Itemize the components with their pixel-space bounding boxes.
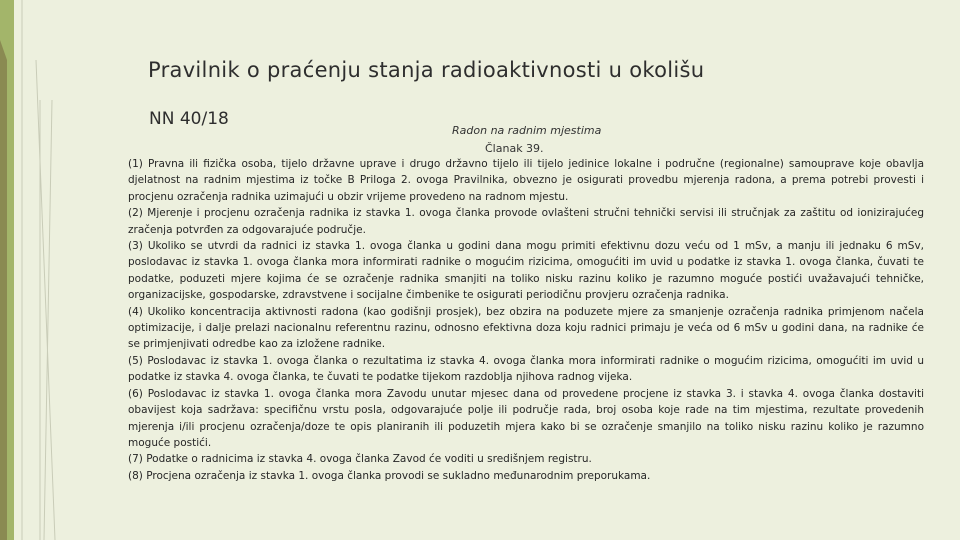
paragraph: (1) Pravna ili fizička osoba, tijelo državne uprave i drugo državno tijelo ili tijelo jedinice lokalne i područne (regionalne) samouprave koje obavlja djelatnost na radnim mjestima iz točke B Priloga 2. ovoga Pravilnika, obvezno je osigurati provedbu mjerenja radona, a prema potrebi provesti i procjenu ozračenja radnika uzimajući u obzir vrijeme provedeno na radnom mjestu. [128, 158, 924, 203]
paragraph: (6) Poslodavac iz stavka 1. ovoga članka mora Zavodu unutar mjesec dana od provedene procjene iz stavka 3. i stavka 4. ovoga članka dostaviti obavijest koja sadržava: specifičnu vrstu posla, odgovarajuće polje ili područje rada, broj osoba koje rade na tim mjestima, rezultate provedenih mjerenja i/ili procjenu ozračenja/doze te opis planiranih ili poduzetih mjera kako bi se ozračenje smanjilo na toliko nisku razinu koliko je razumno moguće postići. [128, 387, 924, 449]
page-title: Pravilnik o praćenju stanja radioaktivnosti u okolišu [148, 58, 705, 82]
paragraph: (3) Ukoliko se utvrdi da radnici iz stavka 1. ovoga članka u godini dana mogu primiti efektivnu dozu veću od 1 mSv, a manju ili jednaku 6 mSv, poslodavac iz stavka 1. ovoga članka mora informirati radnike o mogućim rizicima, omogućiti im uvid u podatke iz stavka 1. ovoga članka, čuvati te podatke, poduzeti mjere kojima će se ozračenje radnika smanjiti na toliko nisku razinu koliko je razumno moguće postići uvažavajući tehničke, organizacijske, gospodarske, zdravstvene i socijalne čimbenike te osigurati periodičnu provjeru ozračenja radnika. [128, 240, 924, 302]
article-body [128, 156, 924, 484]
paragraph: (2) Mjerenje i procjenu ozračenja radnika iz stavka 1. ovoga članka provode ovlašteni stručni tehnički servisi ili stručnjak za zaštitu od ionizirajućeg zračenja potvrđen za odgovarajuće područje. [128, 207, 924, 236]
section-heading: Radon na radnim mjestima [452, 124, 602, 137]
decorative-line [44, 100, 52, 540]
paragraph: (5) Poslodavac iz stavka 1. ovoga članka o rezultatima iz stavka 4. ovoga članka mora informirati radnike o mogućim rizicima, omogućiti im uvid u podatke iz stavka 4. ovoga članka, te čuvati te podatke tijekom razdoblja njihova radnog vijeka. [128, 354, 924, 384]
decorative-stripes [0, 0, 120, 540]
subtitle: NN 40/18 [149, 109, 229, 129]
paragraph: (8) Procjena ozračenja iz stavka 1. ovoga članka provodi se sukladno međunarodnim preporukama. [128, 469, 651, 482]
olive-stripe [0, 40, 7, 540]
article-heading: Članak 39. [485, 142, 544, 155]
paragraph: (7) Podatke o radnicima iz stavka 4. ovoga članka Zavod će voditi u središnjem registru. [128, 453, 592, 466]
paragraph: (4) Ukoliko koncentracija aktivnosti radona (kao godišnji prosjek), bez obzira na poduzete mjere za smanjenje ozračenja radnika primjenom načela optimizacije, i dalje prelazi nacionalnu referentnu razinu, odnosno efektivna doza koju radnici primaju je veća od 6 mSv u godini dana, na radnike će se primjenjivati odredbe kao za izložene radnike. [128, 305, 924, 351]
